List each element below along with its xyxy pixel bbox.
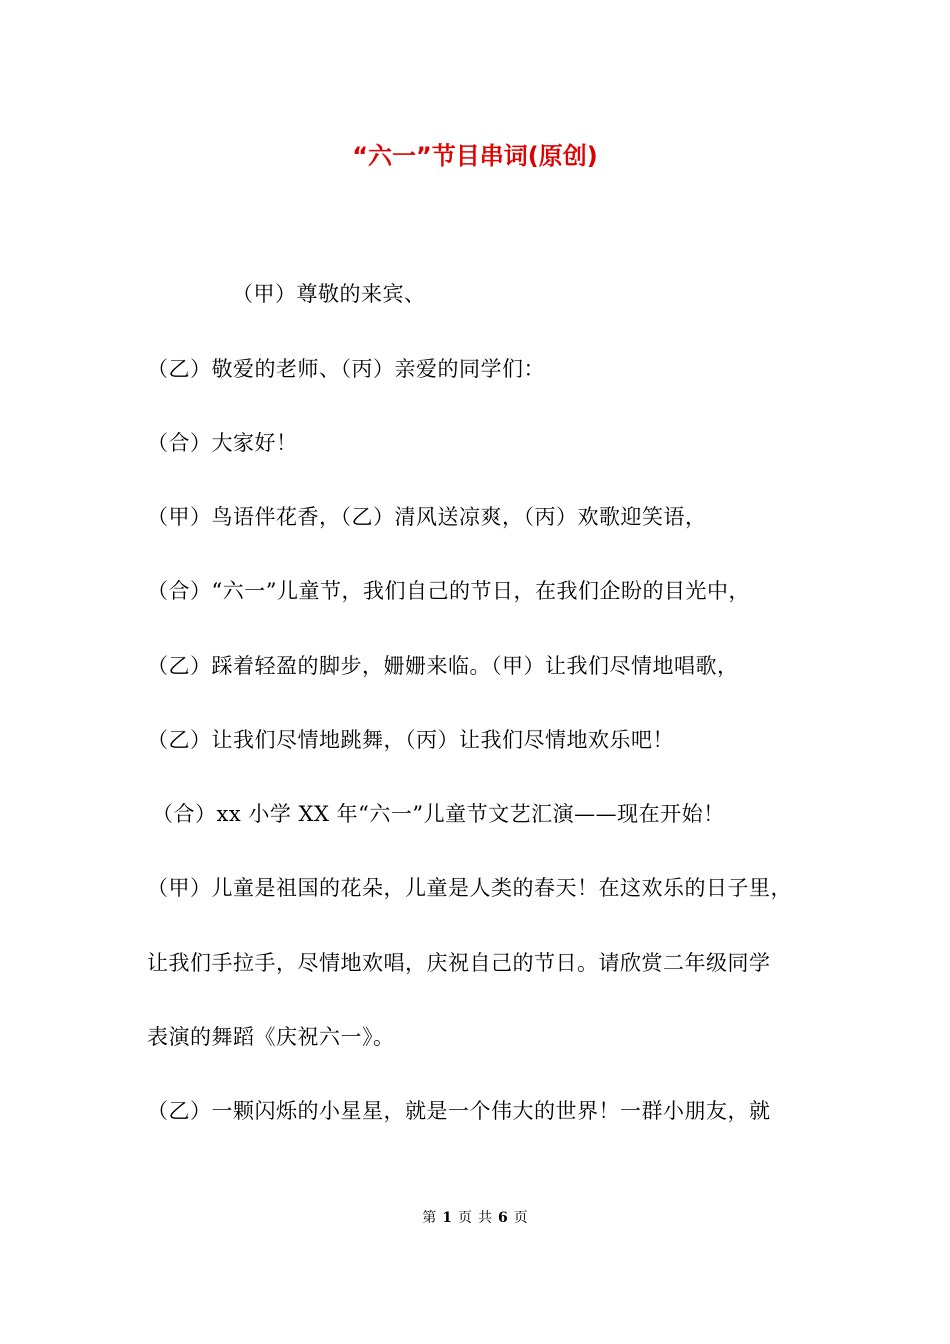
paragraph-7: （乙）让我们尽情地跳舞，（丙）让我们尽情地欢乐吧！ [147,728,674,752]
paragraph-2: （乙）敬爱的老师、（丙）亲爱的同学们： [147,357,545,381]
paragraph-1: （甲）尊敬的来宾、 [232,282,426,306]
document-title: “六一”节目串词(原创) [352,142,598,170]
paragraph-6: （乙）踩着轻盈的脚步，姗姗来临。（甲）让我们尽情地唱歌， [147,654,739,678]
paragraph-5: （合）“六一”儿童节，我们自己的节日，在我们企盼的目光中， [147,579,750,603]
page-footer [0,1207,950,1227]
paragraph-10: 让我们手拉手，尽情地欢唱，庆祝自己的节日。请欣赏二年级同学 [147,951,771,975]
footer-total-pages: 6 [498,1210,508,1226]
paragraph-12: （乙）一颗闪烁的小星星，就是一个伟大的世界！一群小朋友，就 [147,1099,771,1123]
footer-prefix: 第 [422,1210,437,1226]
footer-page-label: 页 [458,1210,472,1226]
footer-suffix: 页 [513,1210,528,1226]
paragraph-3: （合）大家好！ [147,431,298,455]
footer-page-number: 1 [442,1210,452,1226]
footer-total-label: 共 [478,1210,492,1226]
paragraph-8: （合）xx 小学 XX 年“六一”儿童节文艺汇演——现在开始！ [152,802,725,826]
paragraph-4: （甲）鸟语伴花香，（乙）清风送凉爽，（丙）欢歌迎笑语， [147,505,707,529]
paragraph-9: （甲）儿童是祖国的花朵，儿童是人类的春天！在这欢乐的日子里， [147,876,792,900]
paragraph-11: 表演的舞蹈《庆祝六一》。 [147,1025,395,1049]
